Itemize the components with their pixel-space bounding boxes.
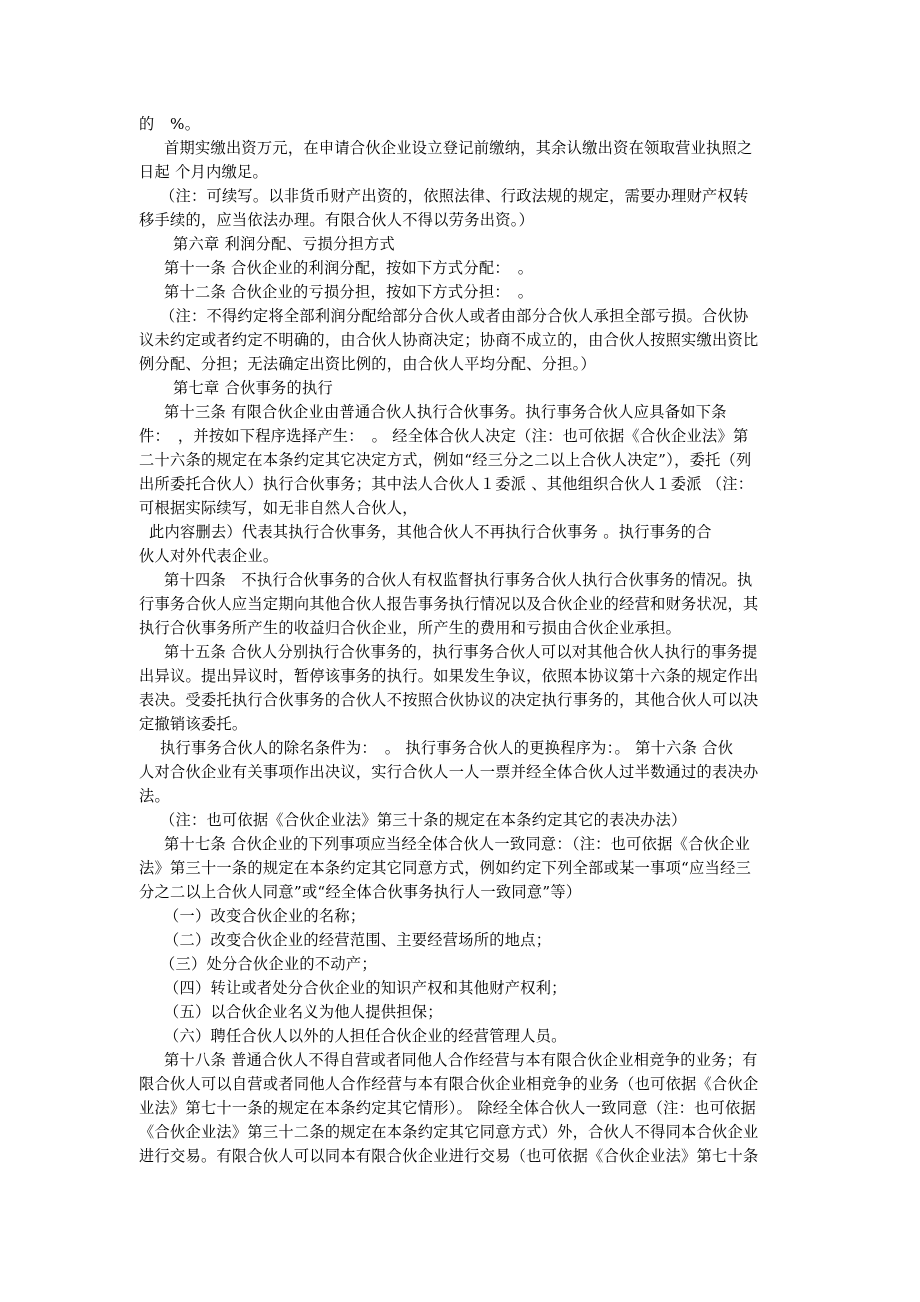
text-line: 第十一条 合伙企业的利润分配，按如下方式分配： 。	[164, 259, 534, 277]
text-line: 表决。受委托执行合伙事务的合伙人不按照合伙协议的决定执行事务的，其他合伙人可以决	[139, 691, 759, 709]
text-line: 第十三条 有限合伙企业由普通合伙人执行合伙事务。执行事务合伙人应具备如下条	[164, 403, 727, 421]
text-line: 件： ，并按如下程序选择产生： 。 经全体合伙人决定（注：也可依据《合伙企业法》第	[139, 427, 749, 445]
text-line: 第十七条 合伙企业的下列事项应当经全体合伙人一致同意：（注：也可依据《合伙企业	[164, 835, 751, 853]
text-line: 业法》第七十一条的规定在本条约定其它情形）。 除经全体合伙人一致同意（注：也可依据	[139, 1099, 757, 1117]
text-line: 出异议。提出异议时，暂停该事务的执行。如果发生争议，依照本协议第十六条的规定作出	[139, 667, 759, 685]
text-line: 人对合伙企业有关事项作出决议，实行合伙人一人一票并经全体合伙人过半数通过的表决办	[139, 763, 759, 781]
list-item: （二）改变合伙企业的经营范围、主要经营场所的地点；	[164, 931, 552, 949]
text-line: 日起 个月内缴足。	[139, 163, 269, 181]
text-line: 二十六条的规定在本条约定其它决定方式，例如“经三分之二以上合伙人决定”），委托（列	[139, 451, 752, 469]
text-line: 伙人对外代表企业。	[139, 547, 279, 565]
text-line: 首期实缴出资万元，在申请合伙企业设立登记前缴纳，其余认缴出资在领取营业执照之	[164, 139, 753, 157]
text-line: 第十八条 普通合伙人不得自营或者同他人合作经营与本有限合伙企业相竞争的业务；有	[164, 1051, 758, 1069]
text-line: 出所委托合伙人）执行合伙事务；其中法人合伙人１委派 、其他组织合伙人１委派 （注：	[139, 475, 754, 493]
text-line: 进行交易。有限合伙人可以同本有限合伙企业进行交易（也可依据《合伙企业法》第七十条	[139, 1147, 759, 1165]
text-line: 议未约定或者约定不明确的，由合伙人协商决定；协商不成立的，由合伙人按照实缴出资比	[139, 331, 759, 349]
text-line: 分之二以上合伙人同意”或“经全体合伙事务执行人一致同意”等）	[139, 883, 582, 901]
list-item: （五）以合伙企业名义为他人提供担保；	[164, 1003, 443, 1021]
text-line: （注：也可依据《合伙企业法》第三十条的规定在本条约定其它的表决办法）	[160, 811, 687, 829]
text-line: 执行合伙事务所产生的收益归合伙企业，所产生的费用和亏损由合伙企业承担。	[139, 619, 682, 637]
text-line: 限合伙人可以自营或者同他人合作经营与本有限合伙企业相竞争的业务（也可依据《合伙企	[139, 1075, 759, 1093]
text-line: 执行事务合伙人的除名条件为： 。 执行事务合伙人的更换程序为：。 第十六条 合伙	[160, 739, 734, 757]
text-line: 定撤销该委托。	[139, 715, 248, 733]
chapter-heading: 第六章 利润分配、亏损分担方式	[173, 235, 395, 253]
text-line: 法。	[139, 787, 170, 805]
text-line: （注：可续写。以非货币财产出资的，依照法律、行政法规的规定，需要办理财产权转	[160, 187, 749, 205]
text-line: 《合伙企业法》第三十二条的规定在本条约定其它同意方式）外，合伙人不得同本合伙企业	[139, 1123, 759, 1141]
text-line: 第十四条 不执行合伙事务的合伙人有权监督执行事务合伙人执行合伙事务的情况。执	[164, 571, 753, 589]
text-line: 移手续的，应当依法办理。有限合伙人不得以劳务出资。）	[139, 211, 535, 229]
text-line: 此内容删去）代表其执行合伙事务，其他合伙人不再执行合伙事务 。执行事务的合	[149, 523, 712, 541]
text-line: 第十五条 合伙人分别执行合伙事务的，执行事务合伙人可以对其他合伙人执行的事务提	[164, 643, 758, 661]
text-line: 的 %。	[139, 115, 201, 133]
text-line: 第十二条 合伙企业的亏损分担，按如下方式分担： 。	[164, 283, 534, 301]
text-line: 法》第三十一条的规定在本条约定其它同意方式，例如约定下列全部或某一事项“应当经三	[139, 859, 752, 877]
text-line: 行事务合伙人应当定期向其他合伙人报告事务执行情况以及合伙企业的经营和财务状况，其	[139, 595, 759, 613]
list-item: （四）转让或者处分合伙企业的知识产权和其他财产权利；	[164, 979, 567, 997]
list-item: （三）处分合伙企业的不动产；	[160, 955, 377, 973]
list-item: （一）改变合伙企业的名称；	[164, 907, 366, 925]
text-line: 例分配、分担；无法确定出资比例的，由合伙人平均分配、分担。）	[139, 355, 597, 373]
chapter-heading: 第七章 合伙事务的执行	[173, 379, 334, 397]
list-item: （六）聘任合伙人以外的人担任合伙企业的经营管理人员。	[164, 1027, 567, 1045]
text-line: （注：不得约定将全部利润分配给部分合伙人或者由部分合伙人承担全部亏损。合伙协	[160, 307, 749, 325]
text-line: 可根据实际续写，如无非自然人合伙人，	[139, 499, 418, 517]
